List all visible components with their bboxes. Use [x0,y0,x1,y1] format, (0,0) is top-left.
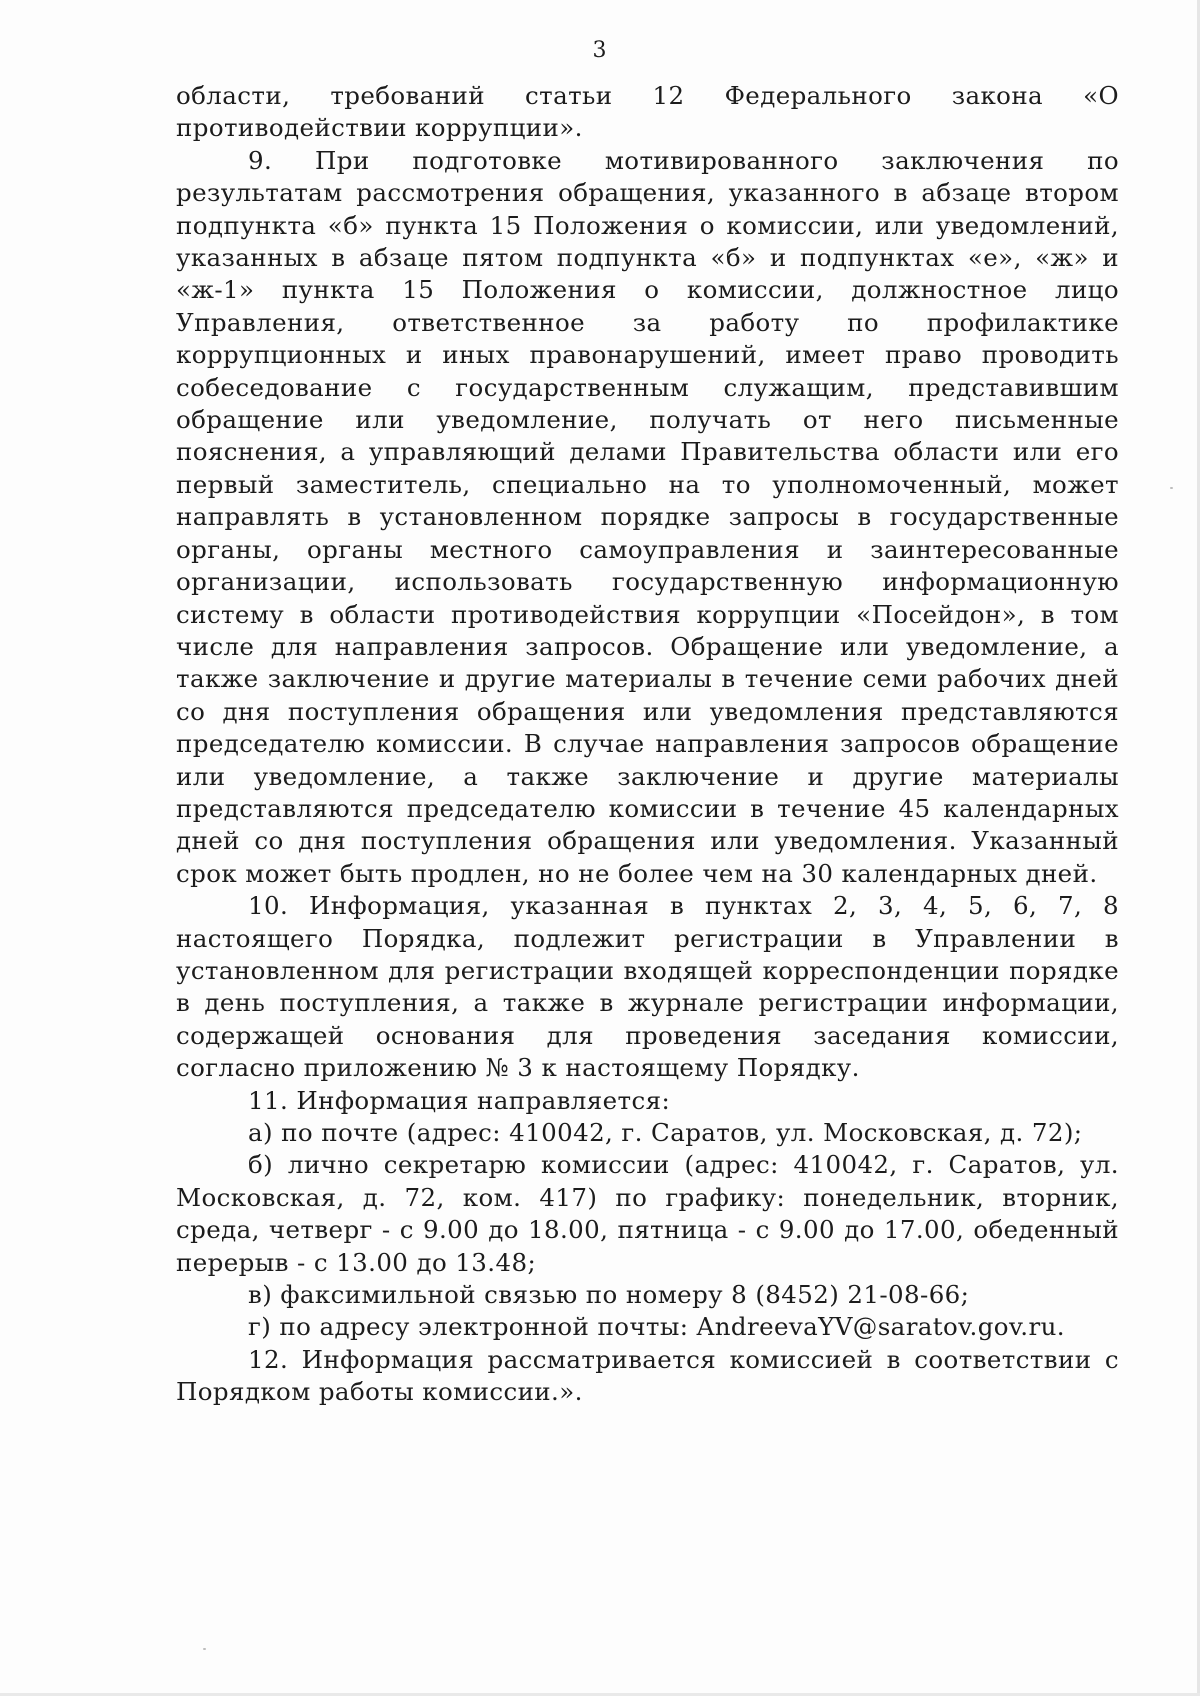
document-body [176,80,1119,1409]
paragraph-item-10: 10. Информация, указанная в пунктах 2, 3, 4, 5, 6, 7, 8 настоящего Порядка, подлежит регистрации в Управлении в установленном для регистрации входящей корреспонденции порядке в день поступления, а также в журнале регистрации информации, содержащей основания для проведения заседания комиссии, согласно приложению № 3 к настоящему Порядку. [176,891,1119,1083]
paragraph-item-11-a: а) по почте (адрес: 410042, г. Саратов, ул. Московская, д. 72); [248,1118,1083,1147]
paragraph-item-11-b: б) лично секретарю комиссии (адрес: 410042, г. Саратов, ул. Московская, д. 72, ком. 417) по графику: понедельник, вторник, среда, четверг - с 9.00 до 18.00, пятница - с 9.00 до 17.00, обеденный перерыв - с 13.00 до 13.48; [176,1150,1119,1277]
paragraph-item-11-v: в) факсимильной связью по номеру 8 (8452) 21-08-66; [248,1280,970,1310]
paragraph-item-12: 12. Информация рассматривается комиссией в соответствии с Порядком работы комиссии.». [176,1344,1119,1407]
scan-speck [203,1648,206,1650]
scan-speck [1170,487,1173,489]
paragraph-item-11: 11. Информация направляется: [248,1085,671,1115]
page-number: 3 [592,38,608,63]
paragraph-item-9: 9. При подготовке мотивированного заключения по результатам рассмотрения обращения, указанного в абзаце втором подпункта «б» пункта 15 Положения о комиссии, или уведомлений, указанных в абзаце пятом подпункта «б» и подпунктах «е», «ж» и «ж-1» пункта 15 Положения о комиссии, должностное лицо Управления, ответственное за работу по профилактике коррупционных и иных правонарушений, имеет право проводить собеседование с государственным служащим, представившим обращение или уведомление, получать от него письменные пояснения, а управляющий делами Правительства области или его первый заместитель, специально на то уполномоченный, может направлять в установленном порядке запросы в государственные органы, органы местного самоуправления и заинтересованные организации, использовать государственную информационную систему в области противодействия коррупции «Посейдон», в том числе для направления запросов. Обращение или уведомление, а также заключение и другие материалы в течение семи рабочих дней со дня поступления обращения или уведомления представляются председателю комиссии. В случае направления запросов обращение или уведомление, а также заключение и другие материалы представляются председателю комиссии в течение 45 календарных дней со дня поступления обращения или уведомления. Указанный срок может быть продлен, но не более чем на 30 календарных дней. [176,145,1119,888]
paragraph-continuation: области, требований статьи 12 Федерального закона «О противодействии коррупции». [176,81,1119,143]
paragraph-item-11-g: г) по адресу электронной почты: AndreevaYV@saratov.gov.ru. [248,1312,1065,1342]
